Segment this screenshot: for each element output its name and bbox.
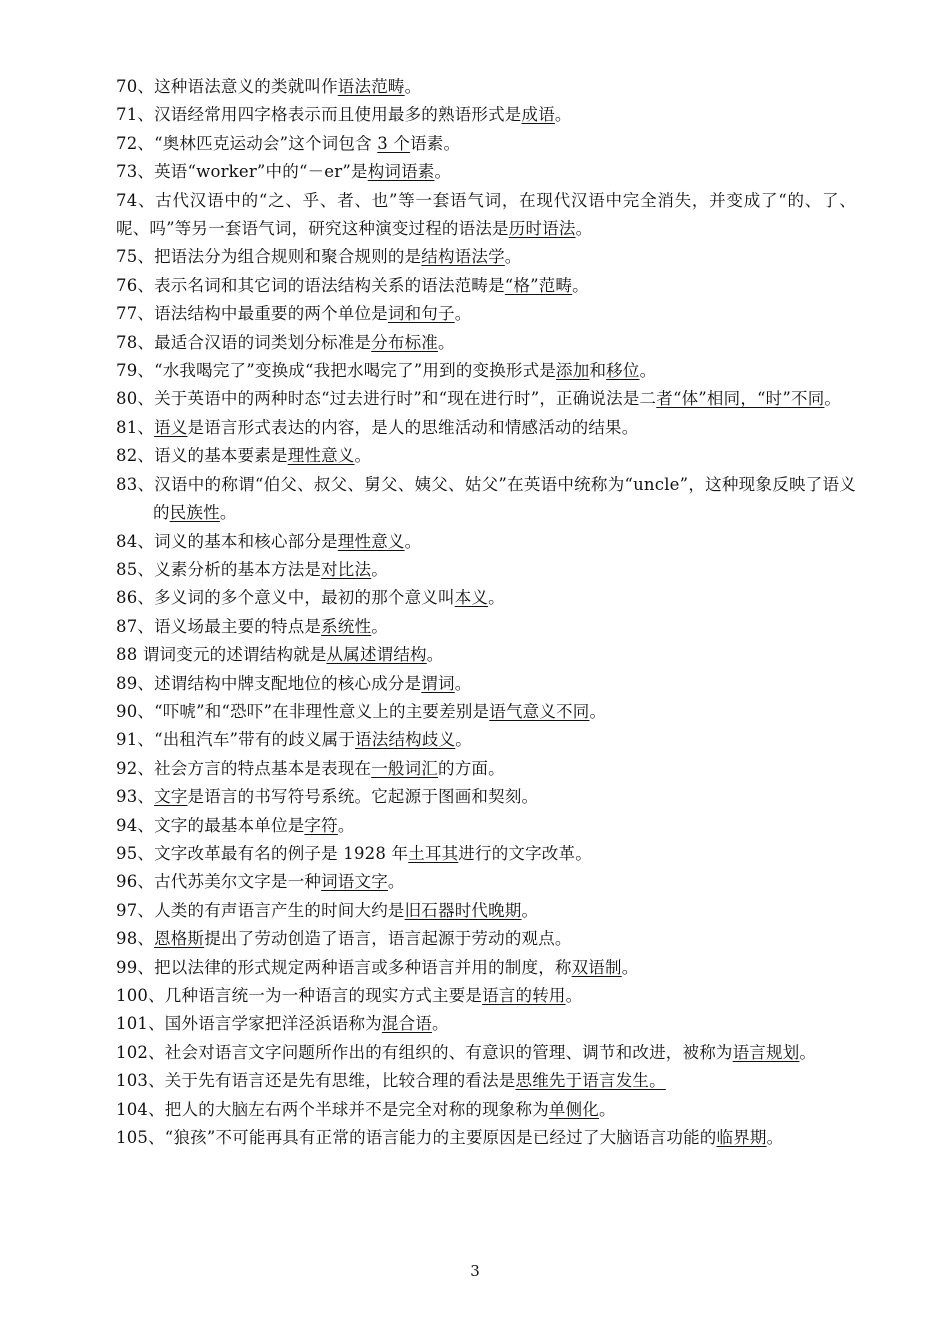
list-item [116, 897, 856, 925]
question-text: 86、多义词的多个意义中，最初的那个意义叫 [116, 588, 455, 608]
question-text: 。 [434, 162, 452, 182]
question-text: 85、义素分析的基本方法是 [116, 559, 322, 579]
list-item [116, 840, 856, 868]
answer-text: 混合语 [381, 1014, 433, 1034]
answer-text: 一般词汇 [371, 758, 439, 778]
list-item [116, 698, 856, 726]
question-text: 82、语义的基本要素是 [116, 446, 288, 466]
question-text: 。 [219, 503, 237, 523]
answer-text: 从属述谓结构 [326, 645, 427, 665]
answer-text: 语法范畴 [337, 77, 405, 96]
answer-text: 结构语法学 [421, 247, 505, 267]
answer-text: 成语 [521, 105, 555, 125]
question-text: 72、“奥林匹克运动会”这个词包含 [116, 133, 378, 153]
answer-text: 3 个 [377, 133, 411, 153]
answer-text: 民族性 [169, 503, 220, 523]
question-text: 73、英语“worker”中的“－er”是 [116, 162, 368, 182]
answer-text: 理性意义 [287, 446, 355, 466]
list-item [116, 1067, 856, 1095]
list-item [116, 925, 856, 953]
question-text: 88 谓词变元的述谓结构就是 [116, 645, 327, 665]
question-text: 90、“吓唬”和“恐吓”在非理性意义上的主要差别是 [116, 701, 490, 721]
list-item [116, 1039, 856, 1067]
list-item [116, 670, 856, 698]
question-text: 93、 [116, 787, 155, 807]
answer-text: 词和句子 [387, 304, 455, 324]
answer-text: 思维先于语言发生。 [515, 1071, 666, 1091]
answer-text: 分布标准 [371, 332, 439, 352]
answer-text: 系统性 [321, 616, 372, 636]
answer-text: 谓词 [421, 673, 455, 693]
answer-text: 文字 [154, 787, 188, 807]
answer-text: 字符 [304, 815, 338, 835]
question-text: 和 [589, 361, 607, 381]
list-item [116, 556, 856, 584]
list-item [116, 329, 856, 357]
question-text: 。 [454, 673, 472, 693]
list-item [116, 1010, 856, 1038]
list-item [116, 584, 856, 612]
answer-text: 双语制 [571, 957, 622, 977]
question-text: 。 [438, 332, 455, 352]
question-text: 91、“出租汽车”带有的歧义属于 [116, 730, 356, 750]
question-text: 。 [599, 1099, 616, 1119]
list-item [116, 272, 856, 300]
list-item [116, 414, 856, 442]
question-text: 。 [455, 730, 472, 750]
question-text: 。 [521, 900, 539, 920]
question-text: 98、 [116, 929, 155, 949]
list-item [116, 726, 856, 754]
question-text: 74、古代汉语中的“之、乎、者、也”等一套语气词，在现代汉语中完全消失，并变成了“的、了、呢、吗”等另一套语气词，研究这种演变过程的语法是 [116, 190, 856, 239]
question-text: 76、表示名词和其它词的语法结构关系的语法范畴是 [116, 275, 505, 295]
list-item [116, 641, 856, 669]
answer-text: 者“体”相同，“时”不同 [656, 389, 825, 409]
list-item [116, 954, 856, 982]
question-text: 84、词义的基本和核心部分是 [116, 531, 338, 551]
question-text: 。 [371, 616, 388, 636]
question-text: 71、汉语经常用四字格表示而且使用最多的熟语形式是 [116, 105, 522, 125]
question-text: 75、把语法分为组合规则和聚合规则的是 [116, 247, 422, 267]
list-item [116, 130, 856, 158]
question-text: 99、把以法律的形式规定两种语言或多种语言并用的制度，称 [116, 957, 572, 977]
question-text: 102、社会对语言文字问题所作出的有组织的、有意识的管理、调节和改进，被称为 [116, 1042, 733, 1062]
list-item [116, 1096, 856, 1124]
list-item [116, 442, 856, 470]
question-text: 。 [799, 1042, 817, 1062]
question-text: 是语言形式表达的内容，是人的思维活动和情感活动的结果。 [187, 417, 639, 437]
question-text: 80、关于英语中的两种时态“过去进行时”和“现在进行时”，正确说法是二 [116, 389, 657, 409]
list-item [116, 471, 856, 528]
answer-text: 临界期 [716, 1128, 767, 1148]
answer-text: 添加 [556, 361, 590, 381]
question-text: 。 [354, 446, 372, 466]
question-text: 。 [337, 815, 355, 835]
answer-text: 语言规划 [732, 1042, 800, 1062]
answer-text: 土耳其 [408, 843, 459, 863]
answer-text: 移位 [606, 361, 640, 381]
question-text: 。 [404, 77, 422, 96]
question-text: 83、汉语中的称谓“伯父、叔父、舅父、姨父、姑父”在英语中统称为“uncle”，这种现象反映了语义的 [116, 474, 856, 523]
answer-text: 恩格斯 [154, 929, 205, 949]
list-item [116, 158, 856, 186]
question-text: 。 [639, 361, 657, 381]
answer-text: 对比法 [321, 559, 372, 579]
question-text: 。 [404, 531, 422, 551]
answer-text: “格”范畴 [504, 275, 573, 295]
answer-text: 语法结构歧义 [355, 730, 456, 750]
question-text: 89、述谓结构中牌支配地位的核心成分是 [116, 673, 422, 693]
list-item [116, 385, 856, 413]
question-text: 的方面。 [438, 758, 505, 778]
list-item [116, 357, 856, 385]
question-text: 。 [488, 588, 505, 608]
question-text: 92、社会方言的特点基本是表现在 [116, 758, 372, 778]
question-text: 104、把人的大脑左右两个半球并不是完全对称的现象称为 [116, 1099, 549, 1119]
list-item [116, 528, 856, 556]
question-text: 。 [621, 957, 639, 977]
question-text: 语素。 [410, 133, 461, 153]
list-item [116, 868, 856, 896]
question-text: 87、语义场最主要的特点是 [116, 616, 322, 636]
answer-text: 词语文字 [321, 872, 388, 892]
question-text: 100、几种语言统一为一种语言的现实方式主要是 [116, 986, 483, 1005]
question-text: 是语言的书写符号系统。它起源于图画和契刻。 [187, 787, 539, 807]
answer-text: 语义 [154, 417, 188, 437]
question-text: 。 [575, 219, 593, 239]
list-item [116, 101, 856, 129]
question-text: 。 [565, 986, 583, 1005]
question-text: 。 [554, 105, 572, 125]
page-number: 3 [470, 1262, 480, 1280]
question-text: 94、文字的最基本单位是 [116, 815, 305, 835]
question-text: 96、古代苏美尔文字是一种 [116, 872, 322, 892]
question-text: 。 [387, 872, 405, 892]
list-item [116, 73, 856, 101]
answer-text: 理性意义 [337, 531, 405, 551]
question-text: 。 [504, 247, 522, 267]
question-text: 。 [454, 304, 472, 324]
question-text: 101、国外语言学家把洋泾浜语称为 [116, 1014, 382, 1034]
list-item [116, 812, 856, 840]
list-item [116, 243, 856, 271]
question-text: 进行的文字改革。 [458, 843, 592, 863]
question-text: 。 [589, 701, 607, 721]
question-text: 70、这种语法意义的类就叫作 [116, 77, 338, 96]
answer-text: 本义 [454, 588, 489, 608]
question-text: 。 [824, 389, 842, 409]
question-text: 。 [371, 559, 388, 579]
question-text: 。 [432, 1014, 449, 1034]
list-item [116, 187, 856, 244]
answer-text: 历时语法 [508, 219, 576, 239]
question-text: 97、人类的有声语言产生的时间大约是 [116, 900, 405, 920]
list-item [116, 755, 856, 783]
question-list [116, 73, 856, 1152]
answer-text: 构词语素 [367, 162, 435, 182]
list-item [116, 300, 856, 328]
answer-text: 旧石器时代晚期 [404, 900, 522, 920]
question-text: 。 [766, 1128, 784, 1148]
list-item [116, 613, 856, 641]
question-text: 78、最适合汉语的词类划分标准是 [116, 332, 372, 352]
answer-text: 单侧化 [548, 1099, 600, 1119]
list-item [116, 783, 856, 811]
answer-text: 语气意义不同 [489, 701, 590, 721]
question-text: 。 [426, 645, 444, 665]
question-text: 103、关于先有语言还是先有思维，比较合理的看法是 [116, 1071, 516, 1091]
question-text: 77、语法结构中最重要的两个单位是 [116, 304, 388, 324]
list-item [116, 982, 856, 1010]
answer-text: 语言的转用 [482, 986, 566, 1005]
question-text: 79、“水我喝完了”变换成“我把水喝完了”用到的变换形式是 [116, 361, 557, 381]
question-text: 81、 [116, 417, 155, 437]
question-text: 105、“狼孩”不可能再具有正常的语言能力的主要原因是已经过了大脑语言功能的 [116, 1128, 717, 1148]
question-text: 提出了劳动创造了语言，语言起源于劳动的观点。 [204, 929, 572, 949]
question-text: 。 [572, 275, 589, 295]
list-item [116, 1124, 856, 1152]
question-text: 95、文字改革最有名的例子是 1928 年 [116, 843, 409, 863]
